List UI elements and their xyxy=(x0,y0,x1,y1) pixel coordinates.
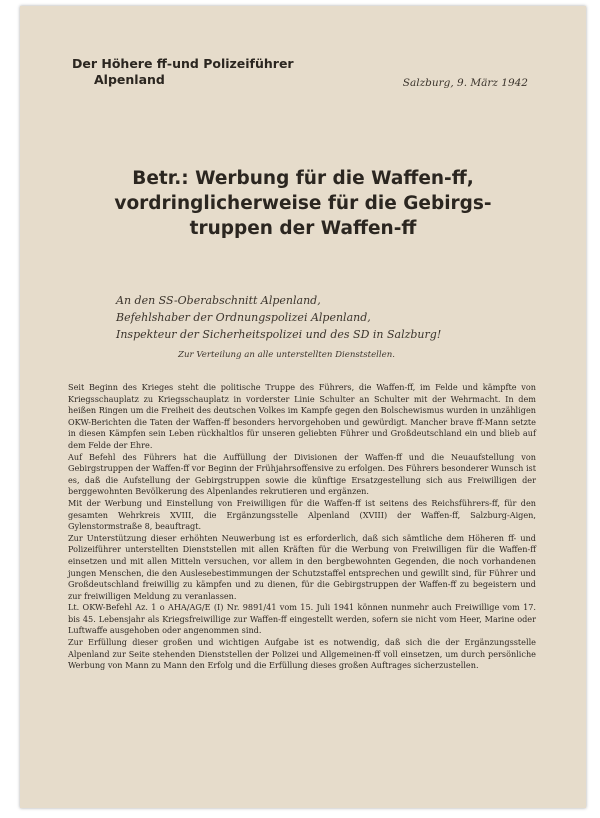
document-title xyxy=(20,166,586,241)
document-page xyxy=(20,6,586,808)
sender-block xyxy=(72,56,294,88)
addressee-line-1: An den SS-Oberabschnitt Alpenland, xyxy=(116,294,321,307)
addressee-line-2: Befehlshaber der Ordnungspolizei Alpenland, xyxy=(116,311,371,324)
body-text xyxy=(68,382,536,672)
distribution-note: Zur Verteilung an alle unterstellten Dienststellen. xyxy=(178,350,396,360)
title-line-3: truppen der Waffen-ff xyxy=(189,218,417,239)
addressee-line-3: Inspekteur der Sicherheitspolizei und des SD in Salzburg! xyxy=(116,328,442,341)
sender-line-2: Alpenland xyxy=(94,72,165,87)
title-line-1: Betr.: Werbung für die Waffen-ff, xyxy=(132,168,474,189)
place-date: Salzburg, 9. März 1942 xyxy=(402,77,528,89)
paragraph-6: Zur Erfüllung dieser großen und wichtigen Aufgabe ist es notwendig, daß sich die der Ergänzungsstelle Alpenland zur Seite stehenden Dienststellen der Polizei und Allgemeinen-ff voll einsetzen, um durch persönliche Werbung von Mann zu Mann den Erfolg und die Erfüllung dieses großen Auftrages sicherzustellen. xyxy=(68,637,536,671)
paragraph-3: Mit der Werbung und Einstellung von Freiwilligen für die Waffen-ff ist seitens des Reichsführers-ff, für den gesamten Wehrkreis XVIII, die Ergänzungsstelle Alpenland (XVIII) der Waffen-ff, Salzburg-Aigen, Gylenstormstraße 8, beauftragt. xyxy=(68,497,536,532)
paragraph-2: Auf Befehl des Führers hat die Auffüllung der Divisionen der Waffen-ff und die Neuaufstellung von Gebirgstruppen der Waffen-ff vor Beginn der Frühjahrsoffensive zu erfolgen. Des Führers besonderer Wunsch ist es, daß die Aufstellung der Gebirgstruppen sowie die künftige Ersatzgestellung sich aus Freiwilligen der berggewohnten Bevölkerung des Alpenlandes rekrutieren und ergänzen. xyxy=(68,451,536,497)
paragraph-5: Lt. OKW-Befehl Az. 1 o AHA/AG/E (I) Nr. 9891/41 vom 15. Juli 1941 können nunmehr auch Freiwillige vom 17. bis 45. Lebensjahr als Kriegsfreiwillige zur Waffen-ff eingestellt werden, sofern sie nicht vom Heer, Marine oder Luftwaffe ausgehoben oder angenommen sind. xyxy=(68,602,536,636)
title-line-2: vordringlicherweise für die Gebirgs- xyxy=(114,193,492,214)
paragraph-4: Zur Unterstützung dieser erhöhten Neuwerbung ist es erforderlich, daß sich sämtliche dem Höheren ff- und Polizeiführer unterstellten Dienststellen mit allen Kräften für die Werbung von Freiwilligen für die Waffen-ff einsetzen und mit allen Mitteln versuchen, vor allem in den bergbewohnten Gegenden, die noch vorhandenen jungen Menschen, die den Auslesebestimmungen der Schutzstaffel entsprechen und gewillt sind, für Führer und Großdeutschland freiwillig zu kämpfen und zu dienen, für die Gebirgstruppen der Waffen-ff zu begeistern und zur freiwilligen Meldung zu veranlassen. xyxy=(68,532,536,601)
paragraph-1: Seit Beginn des Krieges steht die politische Truppe des Führers, die Waffen-ff, im Felde und kämpfte von Kriegsschauplatz zu Kriegsschauplatz in vorderster Linie Schulter an Schulter mit der Wehrmacht. In dem heißen Ringen um die Freiheit des deutschen Volkes im Kampfe gegen den Bolschewismus wurden in unzähligen OKW-Berichten die Taten der Waffen-ff besonders hervorgehoben und gewürdigt. Mancher brave ff-Mann setzte in diesen Kämpfen sein Leben rückhaltlos für unseren geliebten Führer und Großdeutschland ein und blieb auf dem Felde der Ehre. xyxy=(68,382,536,450)
sender-line-1: Der Höhere ff-und Polizeiführer xyxy=(72,56,294,71)
addressee-block xyxy=(116,292,441,343)
